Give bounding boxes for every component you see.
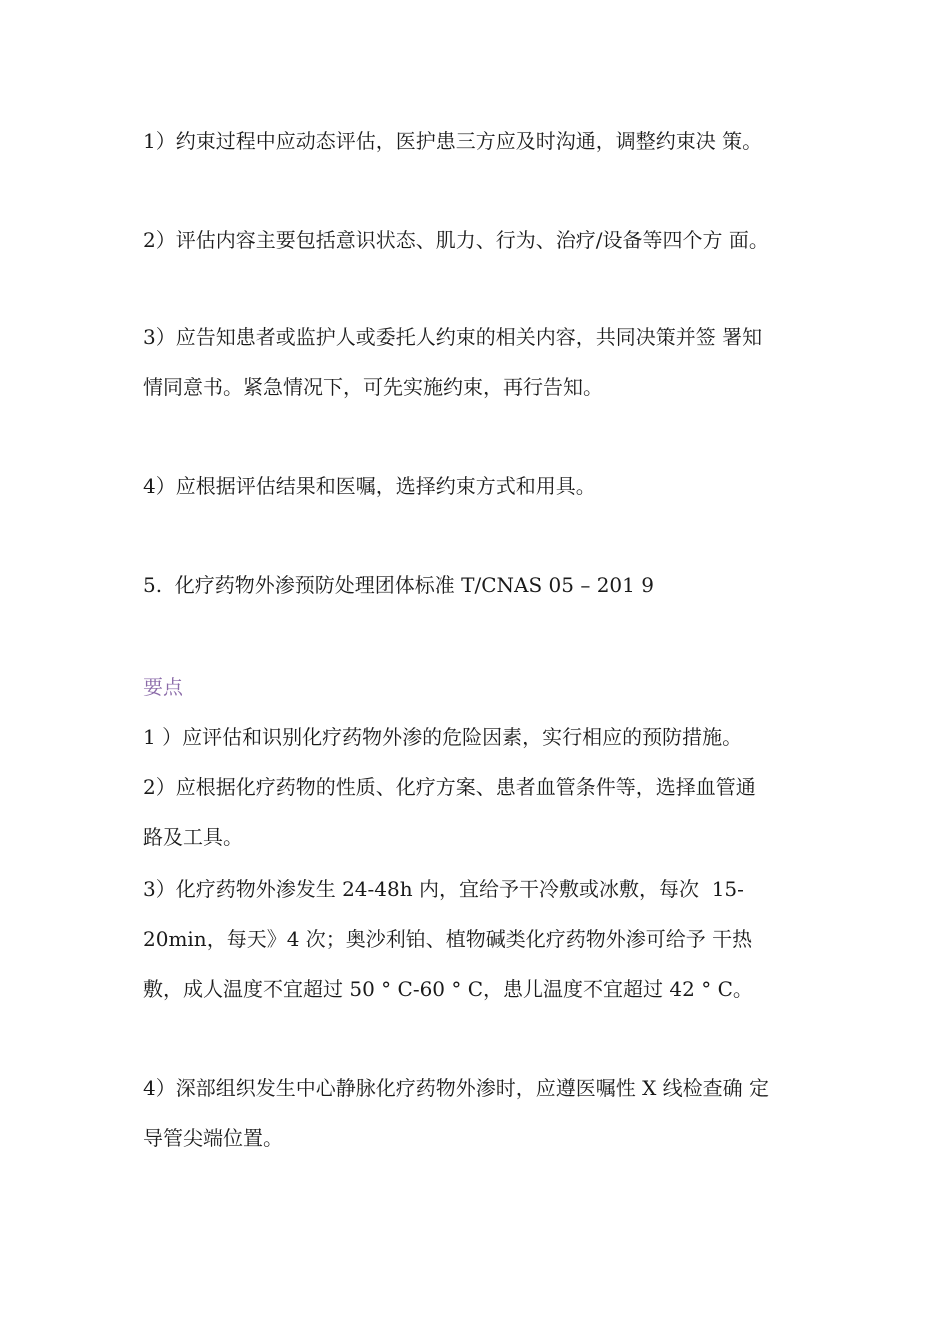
subheading-key-points: 要点	[143, 675, 183, 699]
paragraph-line-1: 1）约束过程中应动态评估，医护患三方应及时沟通，调整约束决 策。	[143, 129, 763, 153]
point-line-3b: 20min，每天》4 次；奥沙利铂、植物碱类化疗药物外渗可给予 干热	[143, 927, 753, 951]
section-heading: 5. 化疗药物外渗预防处理团体标准 T/CNAS 05 – 201 9	[143, 573, 654, 597]
paragraph-line-2: 2）评估内容主要包括意识状态、肌力、行为、治疗/设备等四个方 面。	[143, 228, 769, 252]
paragraph-line-4: 4）应根据评估结果和医嘱，选择约束方式和用具。	[143, 474, 596, 498]
point-line-3c: 敷，成人温度不宜超过 50 ° C-60 ° C，患儿温度不宜超过 42 ° C。	[143, 977, 753, 1001]
point-line-1: 1 ）应评估和识别化疗药物外渗的危险因素，实行相应的预防措施。	[143, 725, 743, 749]
point-line-2b: 路及工具。	[143, 825, 243, 849]
point-line-2a: 2）应根据化疗药物的性质、化疗方案、患者血管条件等，选择血管通	[143, 775, 756, 799]
point-line-3a: 3）化疗药物外渗发生 24-48h 内，宜给予干冷敷或冰敷，每次 15-	[143, 877, 744, 901]
point-line-4a: 4）深部组织发生中心静脉化疗药物外渗时，应遵医嘱性 X 线检查确 定	[143, 1076, 770, 1100]
paragraph-line-3a: 3）应告知患者或监护人或委托人约束的相关内容，共同决策并签 署知	[143, 325, 763, 349]
paragraph-line-3b: 情同意书。紧急情况下，可先实施约束，再行告知。	[143, 375, 603, 399]
point-line-4b: 导管尖端位置。	[143, 1126, 283, 1150]
